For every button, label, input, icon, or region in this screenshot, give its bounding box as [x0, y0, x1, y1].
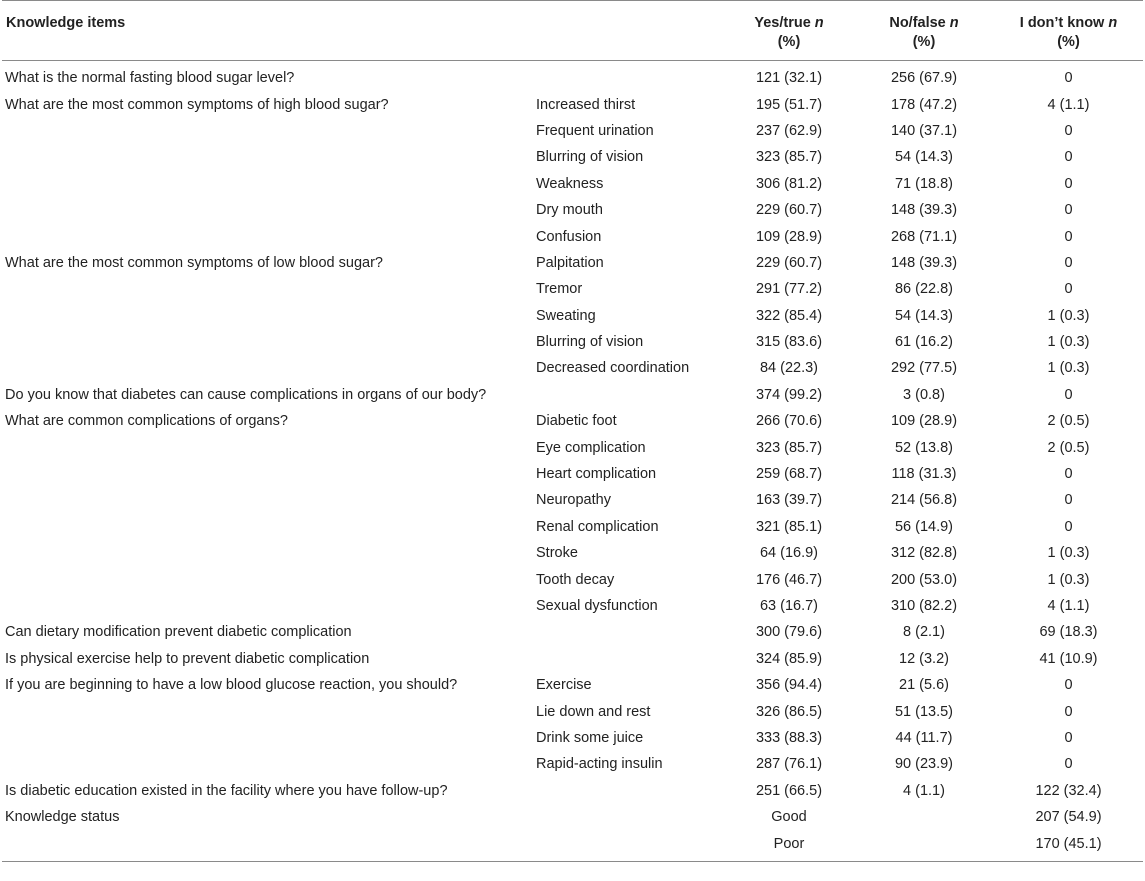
cell-no-false: 54 (14.3): [894, 307, 954, 324]
table-row: [2, 329, 1143, 355]
cell-yes-true: Good: [771, 809, 807, 826]
cell-knowledge-item: [2, 144, 530, 170]
cell-knowledge-item: If you are beginning to have a low blood glucose reaction, you should?: [5, 677, 458, 694]
cell-subitem: Blurring of vision: [536, 334, 644, 351]
cell-dont-know: 0: [1064, 756, 1073, 773]
cell-subitem: Neuropathy: [536, 492, 611, 509]
table-row: [2, 197, 1143, 223]
cell-subitem: Palpitation: [536, 254, 604, 271]
cell-yes-true: 229 (60.7): [755, 254, 823, 271]
cell-no-false: [854, 830, 994, 861]
cell-knowledge-item: What are the most common symptoms of low blood sugar?: [5, 254, 383, 271]
cell-knowledge-item: Do you know that diabetes can cause complications in organs of our body?: [5, 386, 487, 403]
cell-subitem: Blurring of vision: [536, 149, 644, 166]
cell-subitem: Tooth decay: [536, 571, 615, 588]
cell-knowledge-item: [2, 698, 530, 724]
table-row: [2, 382, 1143, 408]
header-no-label: No/false: [889, 15, 946, 31]
cell-no-false: 148 (39.3): [890, 202, 958, 219]
cell-dont-know: 0: [1064, 122, 1073, 139]
table-row: [2, 566, 1143, 592]
cell-no-false: 71 (18.8): [894, 175, 954, 192]
cell-no-false: 200 (53.0): [890, 571, 958, 588]
cell-no-false: 54 (14.3): [894, 149, 954, 166]
cell-knowledge-item: Is diabetic education existed in the facility where you have follow-up?: [5, 782, 448, 799]
cell-no-false: 312 (82.8): [890, 545, 958, 562]
cell-subitem: Heart complication: [536, 466, 657, 483]
cell-no-false: 292 (77.5): [890, 360, 958, 377]
cell-subitem: Exercise: [536, 677, 592, 694]
cell-dont-know: 0: [1064, 149, 1073, 166]
header-yes-pct: (%): [777, 34, 801, 50]
cell-knowledge-item: [2, 118, 530, 144]
cell-dont-know: 0: [1064, 703, 1073, 720]
cell-subitem: Decreased coordination: [536, 360, 690, 377]
cell-dont-know: 0: [1064, 492, 1073, 509]
cell-yes-true: 315 (83.6): [755, 334, 823, 351]
cell-yes-true: 229 (60.7): [755, 202, 823, 219]
cell-dont-know: 4 (1.1): [1047, 598, 1090, 614]
cell-yes-true: 259 (68.7): [755, 466, 823, 483]
table-row: [2, 725, 1143, 751]
cell-subitem: Lie down and rest: [536, 703, 651, 720]
table-row: [2, 250, 1143, 276]
cell-no-false: 51 (13.5): [894, 703, 954, 720]
cell-yes-true: 326 (86.5): [755, 703, 823, 720]
cell-dont-know: 0: [1064, 729, 1073, 746]
cell-knowledge-item: [2, 276, 530, 302]
table-row: [2, 778, 1143, 804]
header-subitem: [530, 1, 724, 61]
cell-knowledge-item: [2, 751, 530, 777]
cell-knowledge-item: [2, 461, 530, 487]
cell-yes-true: 356 (94.4): [755, 677, 823, 694]
cell-yes-true: 109 (28.9): [755, 228, 823, 245]
cell-dont-know: 0: [1064, 386, 1073, 403]
cell-dont-know: 170 (45.1): [994, 830, 1143, 861]
cell-dont-know: 1 (0.3): [1047, 334, 1090, 351]
cell-dont-know: 4 (1.1): [1047, 96, 1090, 113]
cell-dont-know: 0: [1064, 228, 1073, 245]
cell-subitem: Frequent urination: [536, 122, 654, 139]
table-row: [2, 118, 1143, 144]
cell-dont-know: 207 (54.9): [1035, 809, 1102, 826]
cell-knowledge-item: [2, 197, 530, 223]
cell-no-false: 52 (13.8): [894, 439, 954, 456]
cell-no-false: [854, 804, 994, 830]
cell-yes-true: 300 (79.6): [755, 624, 823, 641]
cell-knowledge-item: [2, 434, 530, 460]
cell-subitem: [530, 778, 724, 804]
cell-yes-true: 322 (85.4): [755, 307, 823, 324]
table-row: [2, 698, 1143, 724]
cell-dont-know: 122 (32.4): [1035, 782, 1102, 799]
cell-knowledge-item: Knowledge status: [5, 809, 120, 826]
cell-subitem: [530, 646, 724, 672]
table-row: [2, 751, 1143, 777]
header-no-pct: (%): [912, 34, 936, 50]
cell-no-false: 4 (1.1): [903, 782, 945, 799]
cell-knowledge-item: [2, 540, 530, 566]
cell-no-false: 44 (11.7): [895, 729, 953, 746]
cell-yes-true: 323 (85.7): [755, 149, 823, 166]
table-row: [2, 434, 1143, 460]
cell-dont-know: 0: [1064, 70, 1073, 87]
table-row: [2, 804, 1143, 830]
table-row: [2, 646, 1143, 672]
cell-subitem: Diabetic foot: [536, 413, 617, 430]
header-idk-n: n: [1108, 15, 1118, 31]
cell-subitem: Eye complication: [536, 439, 646, 456]
cell-subitem: [530, 619, 724, 645]
table-header-row: [2, 1, 1143, 61]
cell-dont-know: 0: [1064, 466, 1073, 483]
cell-knowledge-item: Can dietary modification prevent diabetic complication: [5, 624, 352, 641]
cell-dont-know: 2 (0.5): [1047, 439, 1090, 456]
cell-no-false: 90 (23.9): [894, 756, 954, 773]
cell-yes-true: 291 (77.2): [755, 281, 823, 298]
cell-no-false: 56 (14.9): [894, 518, 954, 535]
cell-dont-know: 1 (0.3): [1047, 571, 1090, 588]
cell-subitem: Stroke: [536, 545, 578, 562]
table-row: [2, 540, 1143, 566]
cell-subitem: Renal complication: [536, 518, 659, 535]
cell-yes-true: 251 (66.5): [755, 782, 823, 799]
cell-subitem: Sexual dysfunction: [536, 598, 658, 614]
cell-subitem: [530, 804, 724, 830]
table-row: [2, 487, 1143, 513]
header-dont-know: [994, 1, 1143, 61]
cell-knowledge-item: What are the most common symptoms of high blood sugar?: [5, 96, 389, 113]
cell-knowledge-item: [2, 830, 530, 861]
cell-yes-true: 287 (76.1): [755, 756, 823, 773]
cell-dont-know: 41 (10.9): [1039, 650, 1098, 667]
cell-no-false: 148 (39.3): [890, 254, 958, 271]
cell-dont-know: 0: [1064, 518, 1073, 535]
table-row: [2, 593, 1143, 619]
table-row: [2, 61, 1143, 92]
table-row: [2, 223, 1143, 249]
table-row: [2, 619, 1143, 645]
cell-yes-true: 121 (32.1): [755, 70, 823, 87]
cell-subitem: [530, 61, 724, 92]
header-yes-n: n: [814, 15, 824, 31]
cell-knowledge-item: [2, 593, 530, 619]
cell-yes-true: 306 (81.2): [755, 175, 823, 192]
cell-yes-true: 64 (16.9): [759, 545, 819, 562]
cell-yes-true: 324 (85.9): [755, 650, 823, 667]
table-row: [2, 91, 1143, 117]
cell-subitem: Increased thirst: [536, 96, 636, 113]
cell-dont-know: 0: [1064, 254, 1073, 271]
table-row: [2, 461, 1143, 487]
table-body: [2, 61, 1143, 862]
cell-subitem: [530, 830, 724, 861]
cell-yes-true: 237 (62.9): [755, 122, 823, 139]
cell-no-false: 12 (3.2): [899, 650, 949, 667]
cell-no-false: 21 (5.6): [899, 677, 949, 694]
cell-no-false: 118 (31.3): [891, 466, 957, 483]
table-row: [2, 144, 1143, 170]
cell-yes-true: 374 (99.2): [755, 386, 823, 403]
cell-dont-know: 0: [1064, 281, 1073, 298]
cell-subitem: Tremor: [536, 281, 583, 298]
table-row: [2, 355, 1143, 381]
header-yes-label: Yes/true: [754, 15, 811, 31]
cell-dont-know: 2 (0.5): [1047, 413, 1090, 430]
cell-yes-true: 195 (51.7): [755, 96, 823, 113]
knowledge-table: [2, 0, 1143, 862]
cell-dont-know: 0: [1064, 202, 1073, 219]
cell-no-false: 310 (82.2): [890, 598, 958, 614]
cell-subitem: Confusion: [536, 228, 602, 245]
cell-subitem: Rapid-acting insulin: [536, 756, 663, 773]
cell-yes-true: 163 (39.7): [755, 492, 823, 509]
table-row: [2, 672, 1143, 698]
cell-dont-know: 1 (0.3): [1047, 545, 1090, 562]
cell-yes-true: 63 (16.7): [759, 598, 819, 614]
cell-no-false: 140 (37.1): [890, 122, 958, 139]
cell-no-false: 86 (22.8): [894, 281, 954, 298]
table-row: [2, 408, 1143, 434]
cell-no-false: 8 (2.1): [903, 624, 945, 641]
table-row: [2, 171, 1143, 197]
cell-knowledge-item: [2, 566, 530, 592]
cell-no-false: 268 (71.1): [890, 228, 958, 245]
cell-dont-know: 69 (18.3): [1039, 624, 1098, 641]
cell-dont-know: 0: [1064, 175, 1073, 192]
cell-yes-true: Poor: [724, 830, 854, 861]
header-no-false: [854, 1, 994, 61]
cell-knowledge-item: What are common complications of organs?: [5, 413, 288, 430]
header-idk-pct: (%): [1057, 34, 1080, 50]
cell-knowledge-item: [2, 487, 530, 513]
cell-subitem: Weakness: [536, 175, 604, 192]
cell-knowledge-item: [2, 355, 530, 381]
header-knowledge-items: Knowledge items: [2, 1, 530, 61]
cell-knowledge-item: Is physical exercise help to prevent diabetic complication: [5, 650, 370, 667]
cell-no-false: 214 (56.8): [890, 492, 958, 509]
header-no-n: n: [949, 15, 959, 31]
cell-knowledge-item: What is the normal fasting blood sugar level?: [5, 70, 295, 87]
table-row: [2, 514, 1143, 540]
cell-yes-true: 321 (85.1): [755, 518, 823, 535]
cell-no-false: 109 (28.9): [890, 413, 958, 430]
table-row: [2, 830, 1143, 861]
table-row: [2, 303, 1143, 329]
header-yes-true: [724, 1, 854, 61]
cell-yes-true: 333 (88.3): [755, 729, 823, 746]
cell-knowledge-item: [2, 329, 530, 355]
cell-knowledge-item: [2, 223, 530, 249]
cell-yes-true: 176 (46.7): [755, 571, 823, 588]
cell-no-false: 61 (16.2): [894, 334, 954, 351]
cell-no-false: 178 (47.2): [890, 96, 958, 113]
cell-yes-true: 323 (85.7): [755, 439, 823, 456]
cell-yes-true: 266 (70.6): [755, 413, 823, 430]
cell-knowledge-item: [2, 514, 530, 540]
cell-dont-know: 0: [1064, 677, 1073, 694]
cell-dont-know: 1 (0.3): [1047, 307, 1090, 324]
cell-knowledge-item: [2, 303, 530, 329]
table-row: [2, 276, 1143, 302]
cell-subitem: Dry mouth: [536, 202, 603, 219]
cell-yes-true: 84 (22.3): [759, 360, 819, 377]
header-idk-label: I don’t know: [1019, 15, 1105, 31]
cell-no-false: 3 (0.8): [903, 386, 945, 403]
cell-subitem: Sweating: [536, 307, 596, 324]
cell-subitem: [530, 382, 724, 408]
cell-knowledge-item: [2, 171, 530, 197]
cell-knowledge-item: [2, 725, 530, 751]
cell-no-false: 256 (67.9): [890, 70, 958, 87]
cell-dont-know: 1 (0.3): [1047, 360, 1090, 377]
cell-subitem: Drink some juice: [536, 729, 644, 746]
